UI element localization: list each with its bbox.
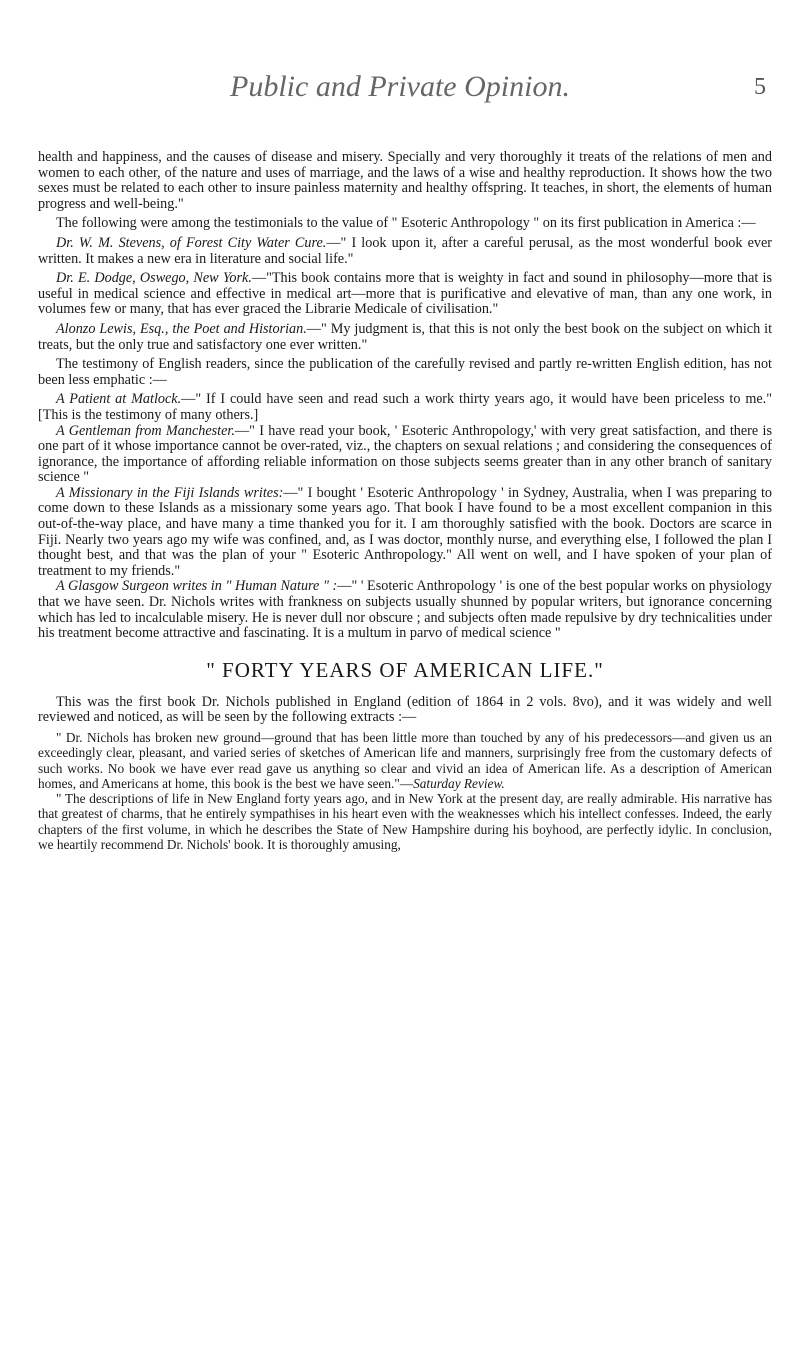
testimonial-stevens bbox=[38, 236, 772, 267]
review-saturday bbox=[38, 730, 772, 791]
testimonial-fiji-missionary bbox=[38, 486, 772, 580]
review-text: " Dr. Nichols has broken new ground—ground that has been little more than touched by any of his predecessors—and given us an exceedingly clear, pleasant, and varied series of sketches of American life and manners, surprisingly free from the customary defects of such works. No book we have ever read gave us anything so clear and vivid an idea of American life. As a description of American homes, and Americans at home, this book is the best we have seen."— bbox=[38, 730, 772, 791]
testimonial-author: Dr. E. Dodge, Oswego, New York. bbox=[56, 270, 252, 287]
running-header bbox=[0, 70, 800, 110]
testimonial-author: A Missionary in the Fiji Islands writes: bbox=[56, 484, 284, 501]
testimonial-text: —" I have read your book, ' Esoteric Anthropology,' with very great satisfaction, and there is one part of it whose importance cannot be over-rated, viz., the chapters on sexual relations ; and considering the consequences of ignorance, the importance of affording reliable information on those subjects seems greater than in any other branch of sanitary science " bbox=[38, 422, 772, 486]
testimonial-author: Alonzo Lewis, Esq., the Poet and Historian. bbox=[56, 320, 307, 337]
paragraph-english-readers: The testimony of English readers, since the publication of the carefully revised and partly re-written English edition, has not been less emphatic :— bbox=[38, 356, 772, 388]
testimonial-text: —" I look upon it, after a careful perusal, as the most wonderful book ever written. It makes a new era in literature and social life." bbox=[38, 234, 773, 267]
testimonial-text: —" My judgment is, that this is not only the best book on the subject on which it treats, but the only true and satisfactory one ever written." bbox=[38, 320, 773, 353]
paragraph-forty-years-intro: This was the first book Dr. Nichols published in England (edition of 1864 in 2 vols. 8vo), and it was widely and well reviewed and noticed, as will be seen by the following extracts :— bbox=[38, 693, 772, 726]
paragraph-intro-continuation: health and happiness, and the causes of disease and misery. Specially and very thoroughly it treats of the relations of men and women to each other, of the nature and uses of marriage, and the laws of a wise and healthy reproduction. It shows how the two sexes must be related to each other to insure painless maternity and healthy offspring. It teaches, in short, the elements of human progress and well-being." bbox=[38, 149, 772, 212]
testimonial-text: —" If I could have seen and read such a work thirty years ago, it would have been priceless to me." [This is the testimony of many others.] bbox=[38, 391, 773, 423]
testimonial-author: A Glasgow Surgeon writes in " Human Nature " : bbox=[56, 578, 338, 595]
review-new-england: " The descriptions of life in New England forty years ago, and in New York at the present day, are really admirable. His narrative has that greatest of charms, that he entirely sympathises in his heart even with the weaknesses which his intellect confesses. Indeed, the early chapters of the first volume, in which he describes the State of New Hampshire during his boyhood, are perfectly idylic. In conclusion, we heartily recommend Dr. Nichols' book. It is thoroughly amusing, bbox=[38, 791, 772, 853]
section-heading: " FORTY YEARS OF AMERICAN LIFE." bbox=[206, 657, 604, 682]
testimonial-glasgow-surgeon bbox=[38, 579, 772, 641]
page-number: 5 bbox=[754, 74, 766, 100]
page-body bbox=[38, 150, 772, 852]
testimonial-dodge bbox=[38, 271, 772, 318]
testimonial-text: —"This book contains more that is weighty in fact and sound in philosophy—more that is useful in medical science and effective in medical art—more that is purificative and elevative of man, than any one work, in volumes few or many, that has ever graced the Librarie Medicale of civilisation." bbox=[38, 270, 772, 318]
testimonial-manchester bbox=[38, 424, 772, 486]
paragraph-testimonials-intro: The following were among the testimonials to the value of " Esoteric Anthropology " on its first publication in America :— bbox=[56, 215, 756, 232]
testimonial-author: Dr. W. M. Stevens, of Forest City Water Cure. bbox=[56, 234, 327, 251]
testimonial-author: A Gentleman from Manchester. bbox=[56, 422, 235, 439]
testimonial-lewis bbox=[38, 322, 772, 353]
testimonial-author: A Patient at Matlock. bbox=[56, 391, 182, 408]
testimonial-matlock bbox=[38, 392, 772, 423]
review-source: Saturday Review. bbox=[413, 775, 505, 791]
testimonial-text: —" ' Esoteric Anthropology ' is one of the best popular works on physiology that we have seen. Dr. Nichols writes with frankness on subjects usually shunned by popular writers, but ignorance concerning which has led to incalculable misery. He is never dull nor obscure ; and subjects often made repulsive by dry technicalities under his treatment become attractive and fascinating. It is a multum in parvo of medical science " bbox=[38, 578, 772, 642]
testimonial-text: —" I bought ' Esoteric Anthropology ' in Sydney, Australia, when I was preparing to come down to these Islands as a missionary some years ago. That book I have found to be a most excellent companion in this out-of-the-way place, and have many a time thanked you for it. I am thoroughly satisfied with the book. Doctors are scarce in Fiji. Nearly two years ago my wife was confined, and, as I was doctor, monthly nurse, and everything else, I followed the plan I thought best, and that was the plan of your " Esoteric Anthropology." All went on well, and I have spoken of your plan of treatment to my friends." bbox=[38, 484, 772, 579]
running-title: Public and Private Opinion. bbox=[230, 70, 570, 103]
